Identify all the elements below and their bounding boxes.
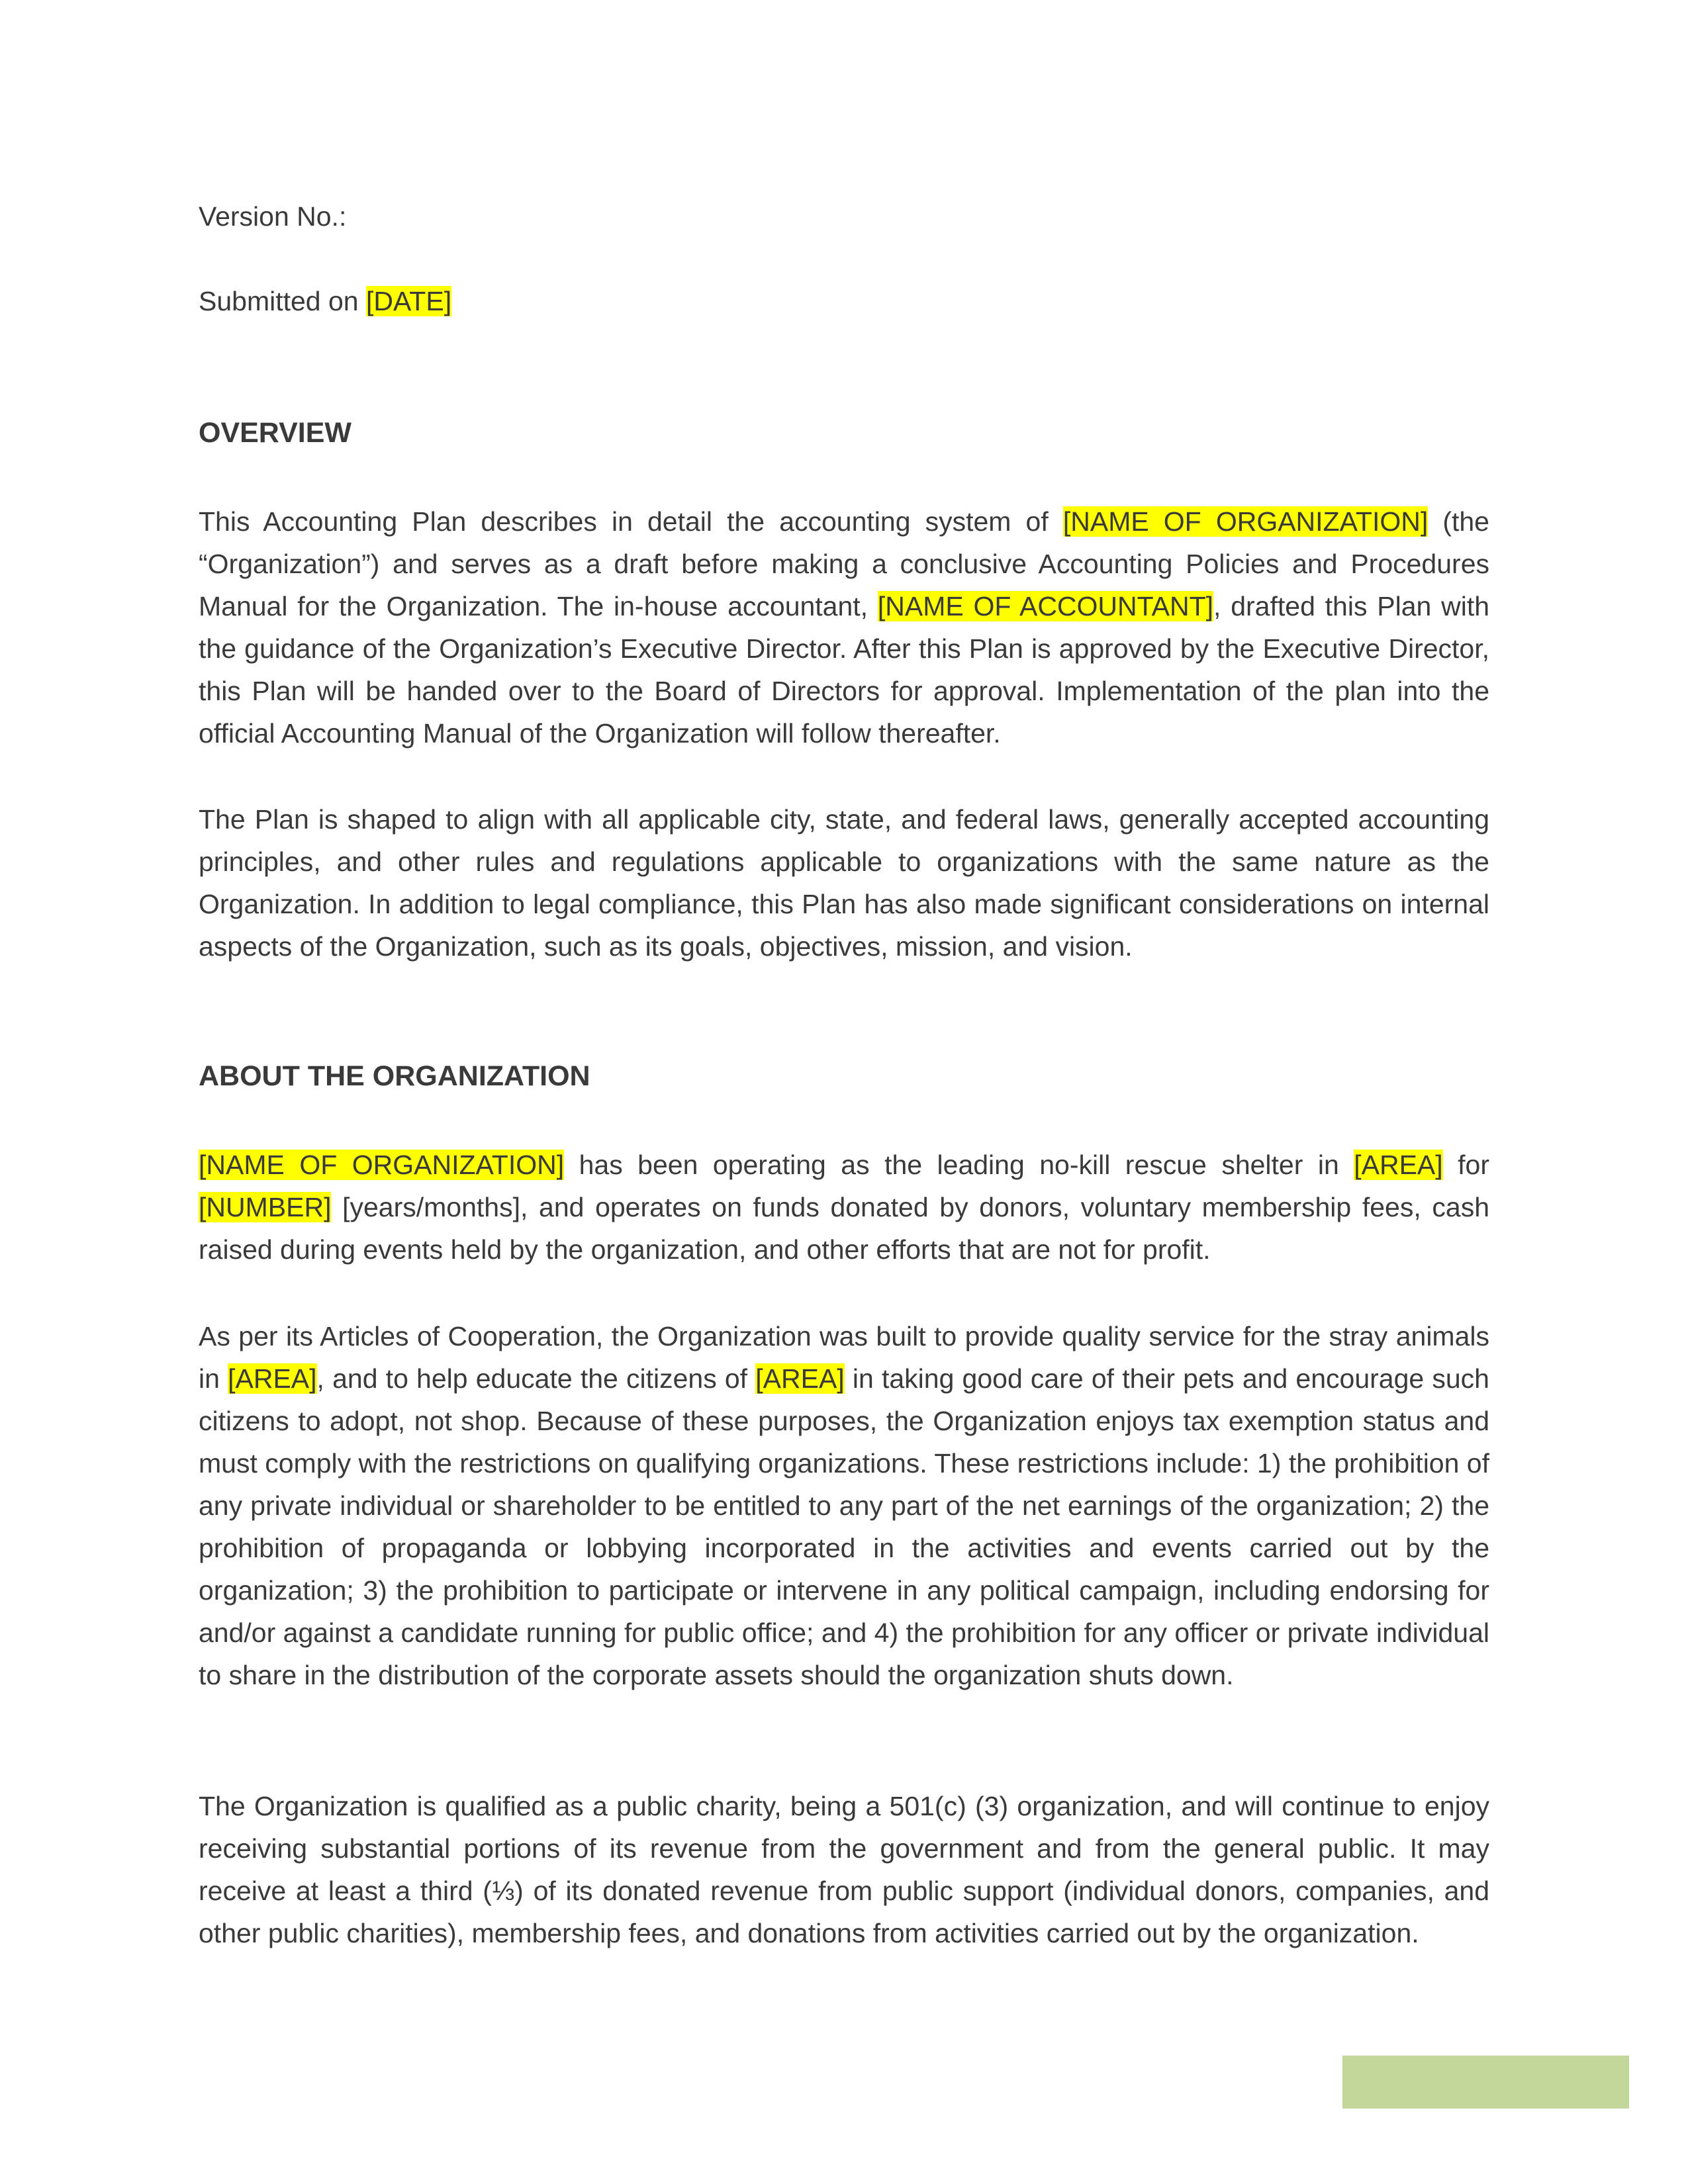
- area-placeholder: [AREA]: [755, 1363, 845, 1394]
- organization-name-placeholder: [NAME OF ORGANIZATION]: [1062, 506, 1429, 537]
- accountant-name-placeholder: [NAME OF ACCOUNTANT]: [877, 591, 1214, 621]
- about-p1-text-3: [years/months], and operates on funds donated by donors, voluntary membership fees, cash raised during events held by the organization, and other efforts that are not for profit.: [199, 1192, 1489, 1265]
- number-placeholder: [NUMBER]: [199, 1192, 332, 1222]
- overview-paragraph-2: The Plan is shaped to align with all applicable city, state, and federal laws, generally accepted accounting principles, and other rules and regulations applicable to organizations with the same nature as the Organization. In addition to legal compliance, this Plan has also made significant considerations on internal aspects of the Organization, such as its goals, objectives, mission, and vision.: [199, 804, 1489, 962]
- date-placeholder: [DATE]: [366, 286, 452, 316]
- overview-heading: OVERVIEW: [199, 417, 352, 449]
- about-p2-text-2: , and to help educate the citizens of: [316, 1363, 756, 1394]
- about-paragraph-1: [199, 1144, 1489, 1271]
- about-p2-text-3: in taking good care of their pets and encourage such citizens to adopt, not shop. Because of these purposes, the Organization enjoys tax exemption status and must comply with the restrictions on qualifying organizations. These restrictions include: 1) the prohibition of any private individual or shareholder to be entitled to any part of the net earnings of the organization; 2) the prohibition of propaganda or lobbying incorporated in the activities and events carried out by the organization; 3) the prohibition to participate or intervene in any political campaign, including endorsing for and/or against a candidate running for public office; and 4) the prohibition for any officer or private individual to share in the distribution of the corporate assets should the organization shuts down.: [199, 1363, 1489, 1690]
- overview-paragraph-1: [199, 500, 1489, 754]
- overview-p1-text-2: (the “Organization”) and serves as a draft before making a conclusive Accounting Policies and Procedures Manual for the Organization. The in-house accountant,: [199, 506, 1489, 621]
- about-paragraph-3: The Organization is qualified as a public charity, being a 501(c) (3) organization, and will continue to enjoy receiving substantial portions of its revenue from the government and from the general public. It may receive at least a third (⅓) of its donated revenue from public support (individual donors, companies, and other public charities), membership fees, and donations from activities carried out by the organization.: [199, 1791, 1489, 1948]
- overview-p1-text-1: This Accounting Plan describes in detail the accounting system of: [199, 506, 1063, 537]
- about-p1-text-1: has been operating as the leading no-kill rescue shelter in: [564, 1150, 1354, 1180]
- version-label: Version No.:: [199, 201, 347, 232]
- about-p1-text-2: for: [1442, 1150, 1489, 1180]
- about-heading: ABOUT THE ORGANIZATION: [199, 1060, 590, 1092]
- submitted-prefix: Submitted on: [199, 286, 366, 316]
- overview-p1-text-3: , drafted this Plan with the guidance of the Organization’s Executive Director. After this Plan is approved by the Executive Director, this Plan will be handed over to the Board of Directors for approval. Implementation of the plan into the official Accounting Manual of the Organization will follow thereafter.: [199, 591, 1490, 749]
- organization-name-placeholder: [NAME OF ORGANIZATION]: [199, 1150, 565, 1180]
- area-placeholder: [AREA]: [228, 1363, 317, 1394]
- footer-bar: [1342, 2056, 1629, 2109]
- about-paragraph-2: [199, 1315, 1489, 1696]
- submitted-line: [199, 280, 451, 322]
- area-placeholder: [AREA]: [1354, 1150, 1443, 1180]
- about-p2-text-1: As per its Articles of Cooperation, the Organization was built to provide quality service for the stray animals in: [199, 1321, 1489, 1394]
